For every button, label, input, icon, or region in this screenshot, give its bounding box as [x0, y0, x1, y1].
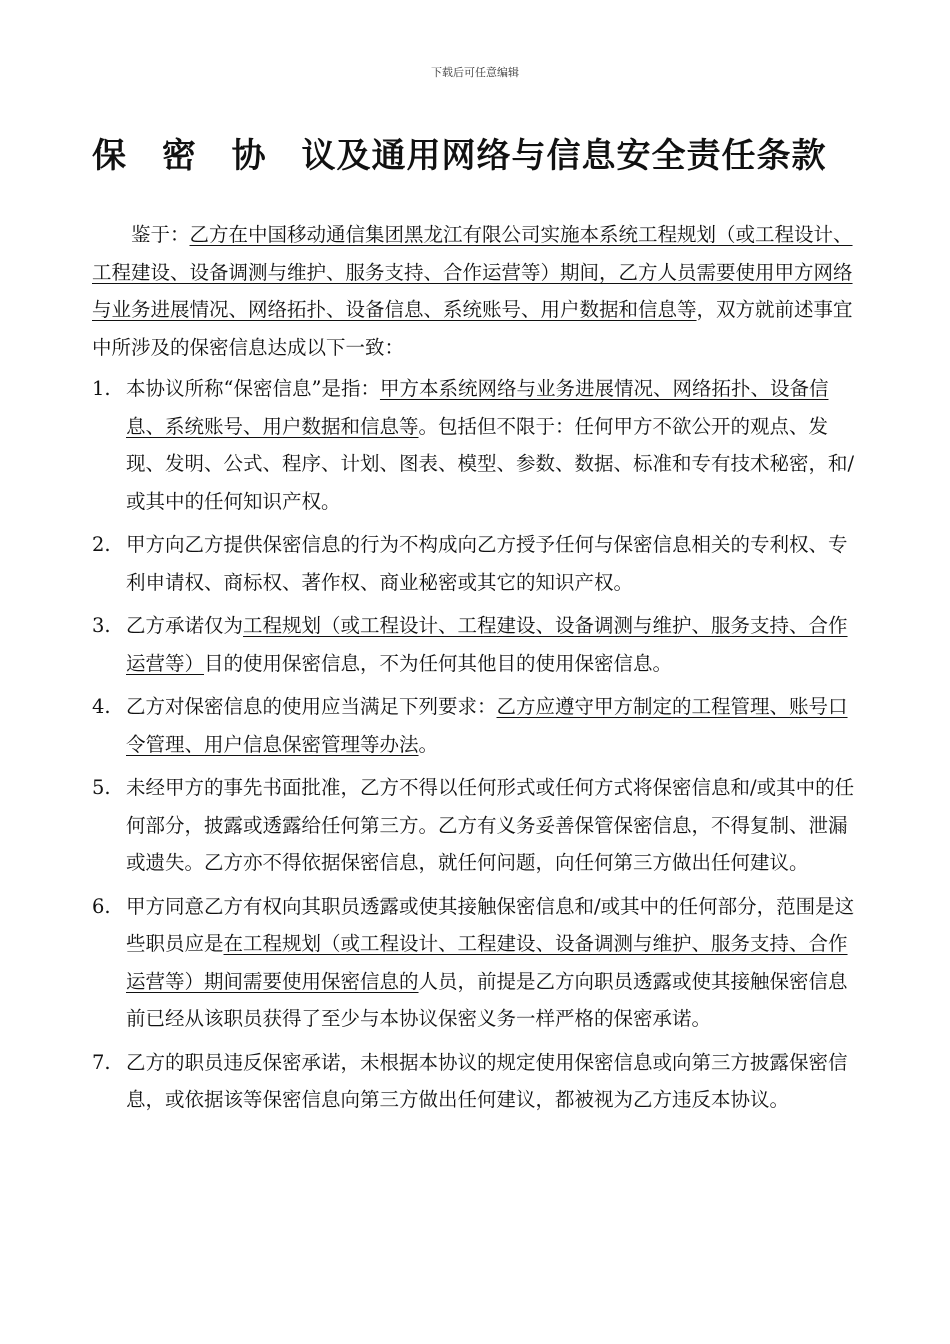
clause-text: 乙方对保密信息的使用应当满足下列要求：	[126, 695, 497, 718]
preamble-tail: ，双方就前述事宜中所涉及的保密信息达成以下一致：	[92, 298, 853, 359]
header-note: 下载后可任意编辑	[431, 66, 519, 79]
preamble-underlined: 乙方在中国移动通信集团黑龙江有限公司实施本系统工程规划（或工程设计、工程建设、设备调测与维护、服务支持、合作运营等）期间，乙方人员需要使用甲方网络与业务进展情况、网络拓扑、设备信息、系统账号、用户数据和信息等	[92, 223, 853, 321]
title-spaced-part: 保 密 协	[92, 136, 302, 176]
clause-underlined-text: 乙方应遵守甲方制定的工程管理、账号口令管理、用户信息保密管理等办法	[126, 695, 848, 756]
clause-number: 4.	[92, 695, 111, 718]
clause-text-tail: 。包括但不限于：任何甲方不欲公开的观点、发现、发明、公式、程序、计划、图表、模型、参数、数据、标准和专有技术秘密，和/或其中的任何知识产权。	[126, 414, 855, 513]
clause-text-tail: 人员，前提是乙方向职员透露或使其接触保密信息前已经从该职员获得了至少与本协议保密义务一样严格的保密承诺。	[126, 969, 848, 1030]
clause-underlined-text: 甲方本系统网络与业务进展情况、网络拓扑、设备信息、系统账号、用户数据和信息等	[126, 377, 829, 438]
preamble-lead: 鉴于：	[131, 223, 190, 246]
clause-4	[92, 688, 860, 763]
clause-1	[92, 370, 860, 520]
clause-text: 乙方承诺仅为	[126, 614, 244, 637]
clause-number: 1.	[92, 377, 111, 400]
clause-text: 乙方的职员违反保密承诺，未根据本协议的规定使用保密信息或向第三方披露保密信息，或依据该等保密信息向第三方做出任何建议，都被视为乙方违反本协议。	[126, 1050, 848, 1111]
clause-7	[92, 1044, 860, 1119]
document-body	[92, 216, 860, 1125]
clause-text: 未经甲方的事先书面批准，乙方不得以任何形式或任何方式将保密信息和/或其中的任何部分，披露或透露给任何第三方。乙方有义务妥善保管保密信息，不得复制、泄漏或遗失。乙方亦不得依据保密信息，就任何问题，向任何第三方做出任何建议。	[126, 776, 855, 874]
clause-text-tail: 目的使用保密信息，不为任何其他目的使用保密信息。	[204, 651, 673, 675]
clause-underlined-text: 工程规划（或工程设计、工程建设、设备调测与维护、服务支持、合作运营等）	[126, 614, 848, 675]
clause-text: 甲方向乙方提供保密信息的行为不构成向乙方授予任何与保密信息相关的专利权、专利申请权、商标权、著作权、商业秘密或其它的知识产权。	[126, 533, 848, 594]
clause-underlined-text: 在工程规划（或工程设计、工程建设、设备调测与维护、服务支持、合作运营等）期间需要使用保密信息的	[126, 932, 848, 993]
clause-text: 本协议所称“保密信息”是指：	[126, 377, 380, 400]
preamble-paragraph	[92, 216, 860, 366]
clause-text: 甲方同意乙方有权向其职员透露或使其接触保密信息和/或其中的任何部分，范围是这些职员应是	[126, 894, 855, 955]
clause-number: 6.	[92, 894, 111, 918]
document-title	[92, 128, 827, 177]
clause-number: 5.	[92, 776, 111, 799]
clause-3	[92, 607, 860, 682]
clause-5	[92, 769, 860, 882]
clause-number: 3.	[92, 614, 111, 637]
clause-number: 2.	[92, 533, 111, 556]
title-rest-part: 议及通用网络与信息安全责任条款	[301, 136, 827, 176]
clause-6	[92, 888, 860, 1038]
clause-text-tail: 。	[418, 732, 439, 756]
clause-2	[92, 526, 860, 601]
clause-number: 7.	[92, 1050, 111, 1074]
